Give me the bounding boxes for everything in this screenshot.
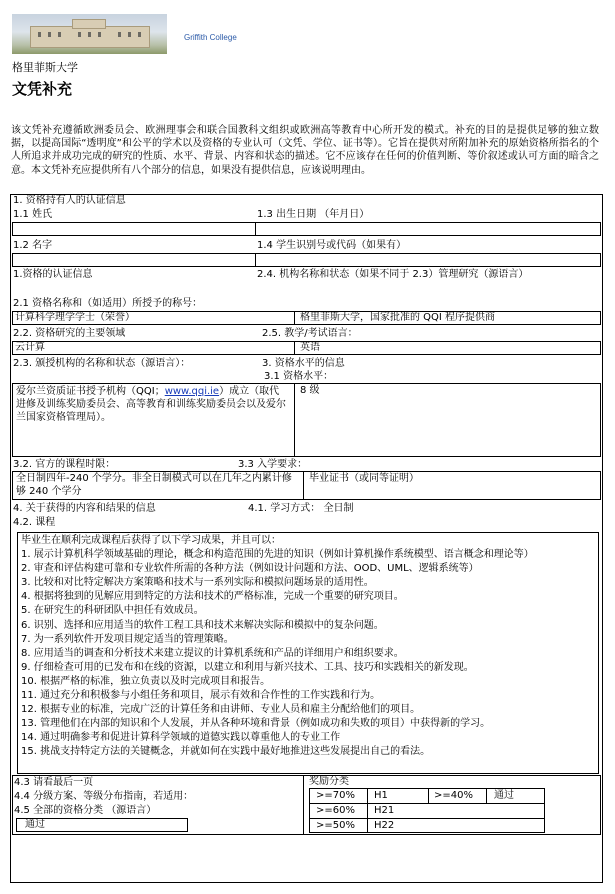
document-title: 文凭补充 (12, 80, 73, 98)
outcomes-intro: 毕业生在顺利完成课程后获得了以下学习成果，并且可以： (21, 535, 281, 546)
level-value: 8 级 (300, 385, 320, 396)
award-grade: H21 (374, 805, 395, 816)
outcome-item: 11. 通过充分和积极参与小组任务和项目，展示有效和合作性的工作实践和行为。 (21, 690, 381, 702)
outcome-item: 3. 比较和对比特定解决方案策略和技术与一系列实际和模拟问题场景的适用性。 (21, 577, 374, 589)
outcome-item: 6. 识别、选择和应用适当的软件工程工具和技术来解决实际和模拟中的复杂问题。 (21, 619, 384, 631)
learning-outcomes-box (17, 532, 599, 774)
field-value: 云计算 (15, 342, 45, 353)
outcome-item: 4. 根据将独到的见解应用到特定的方法和技术的严格标准，完成一个重要的研究项目。 (21, 591, 404, 603)
university-name: 格里菲斯大学 (12, 61, 78, 74)
award-grade: H22 (374, 820, 395, 831)
field-label: 2.2. 资格研究的主要领域 (13, 328, 126, 339)
section2-heading: 1.资格的认证信息 (13, 269, 93, 280)
award-grade: H1 (374, 790, 388, 801)
outcome-item: 13. 管理他们在内部的知识和个人发展，并从各种环境和背景（例如成功和失败的项目）中获得新的学习。 (21, 718, 491, 730)
surname-dob-field (12, 222, 601, 236)
grading-label: 4.4 分级方案、等级分布指南，若适用： (14, 791, 194, 802)
entry-label: 3.3 入学要求： (238, 459, 308, 470)
duration-value: 全日制四年-240 个学分。非全日制模式可以在几年之内累计修够 240 个学分 (16, 473, 292, 497)
supplement-form (10, 194, 603, 883)
award-threshold: >=50% (316, 820, 355, 831)
awarding-body-value: 爱尔兰资质证书授予机构（QQI；www.qqi.ie）成立（取代进修及训练奖励委员会、高等教育和训练奖励委员会以及爱尔兰国家资格管理局）。 (16, 386, 286, 423)
section1-heading: 1. 资格持有人的认证信息 (13, 195, 126, 206)
outcome-item: 2. 审查和评估构建可靠和专业软件所需的各种方法（例如设计问题和方法、OOD、UML、逻辑系统等） (21, 563, 479, 575)
programme-label: 4.2. 课程 (13, 517, 56, 528)
award-heading: 奖励分类 (309, 776, 349, 787)
qualification-label: 2.1 资格名称和（如适用）所授予的称号： (13, 298, 203, 309)
campus-photo (12, 14, 167, 54)
outcome-item: 10. 根据严格的标准，独立负责以及时完成项目和报告。 (21, 675, 271, 687)
language-label: 2.5. 教学/考试语言： (262, 328, 358, 339)
institution-status-label: 2.4. 机构名称和状态（如果不同于 2.3）管理研究（源语言） (257, 269, 529, 280)
award-threshold: >=40% (434, 790, 473, 801)
entry-value: 毕业证书（或同等证明） (309, 473, 419, 484)
see-next-label: 4.3 请看最后一页 (14, 777, 94, 788)
outcome-item: 1. 展示计算机科学领域基础的理论，概念和构造范围的先进的知识（例如计算机操作系统模型、语言概念和理论等） (21, 549, 534, 561)
award-threshold: >=60% (316, 805, 355, 816)
award-threshold: >=70% (316, 790, 355, 801)
institution-value: 格里菲斯大学，国家批准的 QQI 程序提供商 (300, 312, 496, 323)
outcome-item: 5. 在研究生的科研团队中担任有效成员。 (21, 605, 204, 617)
level-label: 3.1 资格水平： (264, 371, 334, 382)
outcome-item: 7. 为一系列软件开发项目规定适当的管理策略。 (21, 633, 234, 645)
outcome-item: 8. 应用适当的调查和分析技术来建立提议的计算机系统和产品的详细用户和组织要求。 (21, 647, 404, 659)
outcome-item: 9. 仔细检查可用的已发布和在线的资源，以建立和利用与新兴技术、工具、技巧和实践相关的新发现。 (21, 661, 474, 673)
college-logo-text: Griffith College (184, 33, 237, 42)
outcome-item: 15. 挑战支持特定方法的关键概念，并就如何在实践中最好地推进这些发展提出自己的看法。 (21, 746, 431, 758)
outcome-item: 14. 通过明确参考和促进计算科学领域的道德实践以尊重他人的专业工作 (21, 732, 341, 744)
outcome-item: 12. 根据专业的标准，完成广泛的计算任务和由讲师、专业人员和雇主分配给他们的项目。 (21, 704, 421, 716)
dob-label: 1.3 出生日期 （年月日） (257, 209, 370, 220)
mode-label: 4.1. 学习方式： 全日制 (248, 503, 354, 514)
section3-heading: 3. 资格水平的信息 (262, 358, 345, 369)
section4-heading: 4. 关于获得的内容和结果的信息 (13, 503, 156, 514)
awarding-body-label: 2.3. 颁授机构的名称和状态（源语言）： (13, 358, 191, 369)
qqi-link[interactable]: www.qqi.ie (164, 386, 220, 397)
intro-paragraph: 该文凭补充遵循欧洲委员会、欧洲理事会和联合国教科文组织或欧洲高等教育中心所开发的模式。补充的目的是提供足够的独立数据，以提高国际“透明度”和公平的学术以及资格的专业认可（文凭、学位、证书等）。它旨在提供对所附加补充的原始资格所指名的个人所追求并成功完成的研究的性质、水平、背景、内容和状态的描述。它不应该存在任何的价值判断、等价叙述或认可方面的暗含之意。本文凭补充应提供所有八个部分的信息，如果没有提供信息，应该说明理由。 (11, 125, 599, 176)
student-id-label: 1.4 学生识别号或代码（如果有） (257, 240, 407, 251)
name-label: 1.2 名字 (13, 240, 53, 251)
overall-value: 通过 (25, 819, 45, 830)
award-grade: 通过 (494, 790, 514, 801)
surname-label: 1.1 姓氏 (13, 209, 53, 220)
name-id-field (12, 253, 601, 267)
duration-label: 3.2. 官方的课程时限： (13, 459, 116, 470)
overall-label: 4.5 全部的资格分类 （源语言） (14, 805, 157, 816)
header-banner (12, 14, 252, 54)
language-value: 英语 (300, 342, 320, 353)
qualification-value: 计算科学理学学士（荣誉） (15, 312, 135, 323)
